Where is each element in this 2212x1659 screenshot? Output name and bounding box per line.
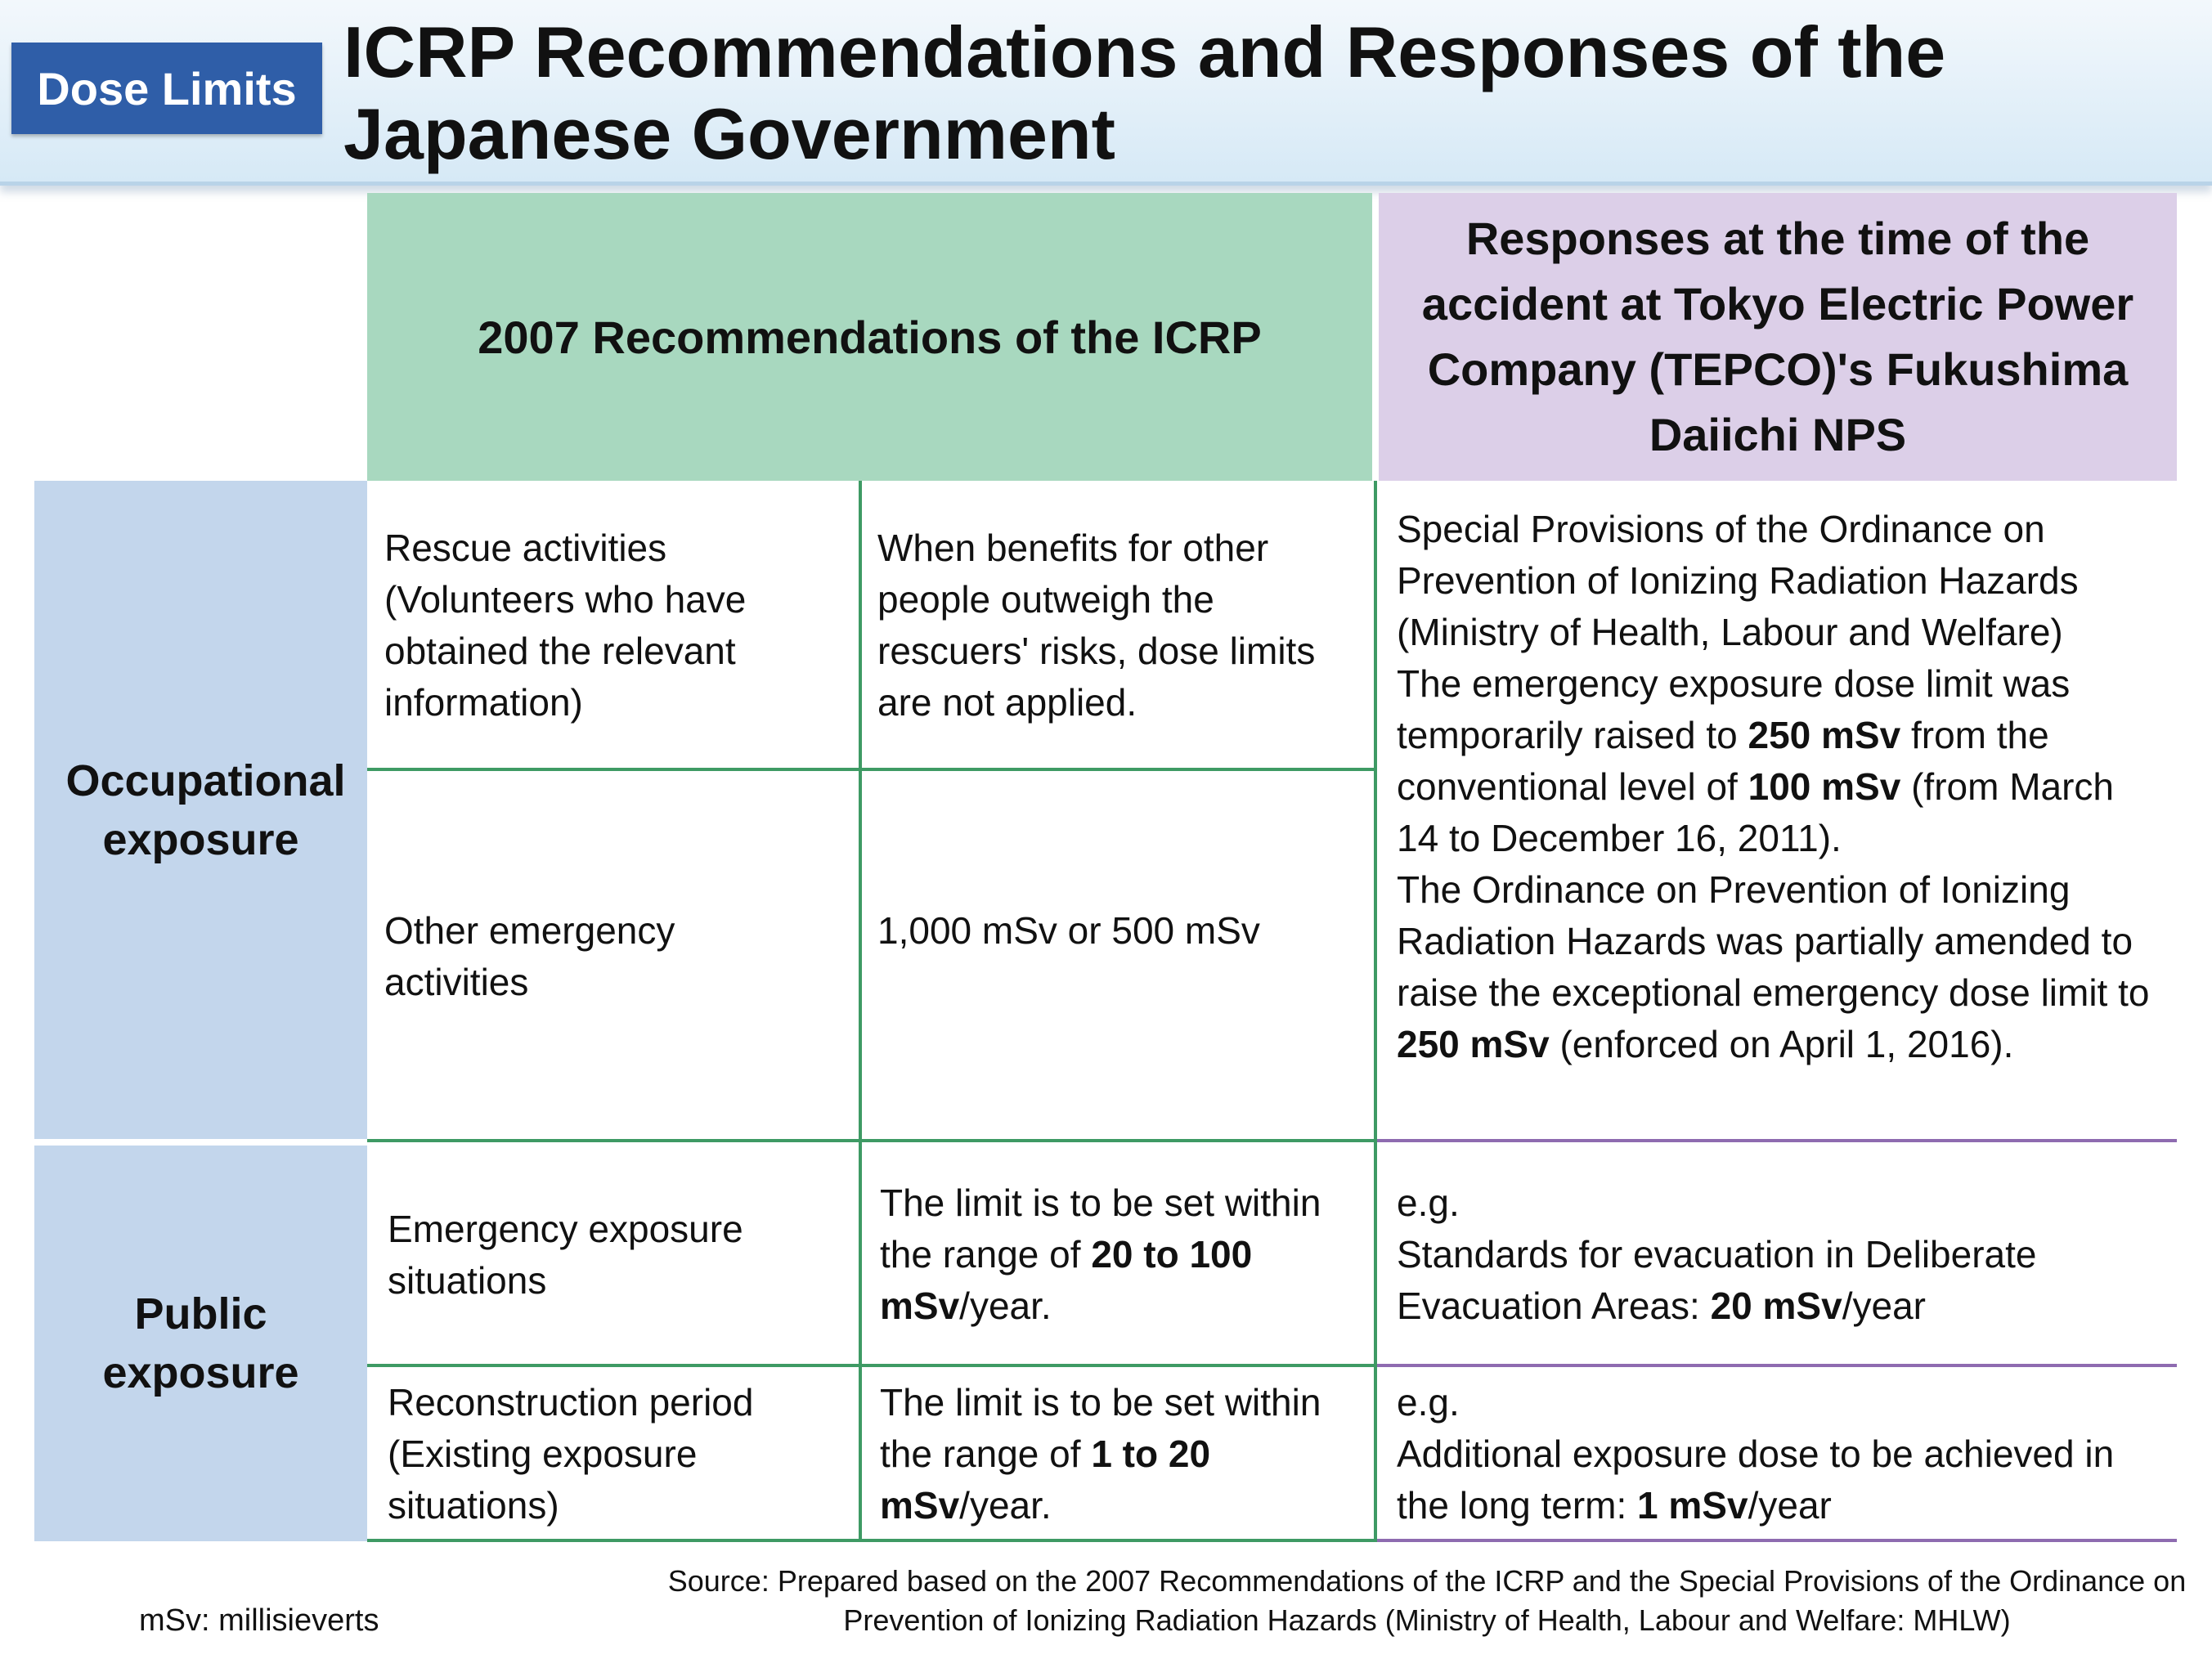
reconstruction-situation: Reconstruction period (Existing exposure situations) [388,1381,754,1527]
divider-vertical-2 [1374,481,1377,1541]
divider-response-emergency [1377,1364,2177,1367]
other-emergency-recommendation: 1,000 mSv or 500 mSv [877,909,1260,952]
response-column-header: Responses at the time of the accident at Tokyo Electric Power Company (TEPCO)'s Fukushima Daiichi NPS [1379,193,2177,481]
occupational-response [1397,504,2165,1070]
category-public-label: Public exposure [102,1289,299,1397]
section-badge: Dose Limits [11,43,322,134]
dose-value: 20 mSv [1710,1285,1842,1327]
emergency-exposure-response: e.g. Standards for evacuation in Deliberate Evacuation Areas: 20 mSv/year [1397,1181,2037,1327]
rescue-recommendation: When benefits for other people outweigh the rescuers' risks, dose limits are not applied. [877,527,1316,724]
reconstruction-response: e.g. Additional exposure dose to be achieved in the long term: 1 mSv/year [1397,1381,2115,1527]
divider-vertical-1 [859,481,862,1541]
dose-value: 250 mSv [1397,1023,1550,1065]
unit-note: mSv: millisieverts [139,1603,379,1638]
emergency-exposure-situation: Emergency exposure situations [388,1208,743,1302]
divider-response-occupational [1377,1139,2177,1142]
divider-row-reconstruction [367,1539,1377,1542]
divider-response-reconstruction [1377,1539,2177,1542]
divider-row-emergency [367,1364,1377,1367]
category-occupational-label: Occupational exposure [65,756,346,864]
dose-value: 250 mSv [1748,714,1901,756]
page-title: ICRP Recommendations and Responses of the Japanese Government [343,11,1946,174]
dose-value: 100 mSv [1748,765,1901,808]
other-emergency-situation: Other emergency activities [384,909,675,1003]
occupational-response-p2: The emergency exposure dose limit was temporarily raised to 250 mSv from the conventional level of 100 mSv (from March 14 to December 16, 2011). [1397,662,2115,859]
rescue-situation: Rescue activities (Volunteers who have obtained the relevant information) [384,527,747,724]
category-occupational [34,481,367,1139]
reconstruction-recommendation: The limit is to be set within the range of 1 to 20 mSv/year. [880,1381,1321,1527]
dose-value: 1 to 20 mSv [880,1433,1211,1527]
dose-value: 20 to 100 mSv [880,1233,1253,1327]
source-note: Source: Prepared based on the 2007 Recommendations of the ICRP and the Special Provisions of the Ordinance on Prevention of Ionizing Radiation Hazards (Ministry of Health, Labour and Welfare: MHLW) [667,1564,2187,1637]
occupational-response-p1: Special Provisions of the Ordinance on Prevention of Ionizing Radiation Hazards (Ministry of Health, Labour and Welfare) [1397,508,2079,653]
occupational-response-p3: The Ordinance on Prevention of Ionizing Radiation Hazards was partially amended to raise the exceptional emergency dose limit to 250 mSv (enforced on April 1, 2016). [1397,868,2150,1065]
emergency-exposure-recommendation: The limit is to be set within the range of 20 to 100 mSv/year. [880,1181,1321,1327]
category-public [34,1146,367,1541]
icrp-column-header: 2007 Recommendations of the ICRP [367,193,1372,481]
divider-row-other [367,1139,1377,1142]
dose-value: 1 mSv [1637,1484,1748,1527]
divider-row-rescue [367,768,1377,771]
